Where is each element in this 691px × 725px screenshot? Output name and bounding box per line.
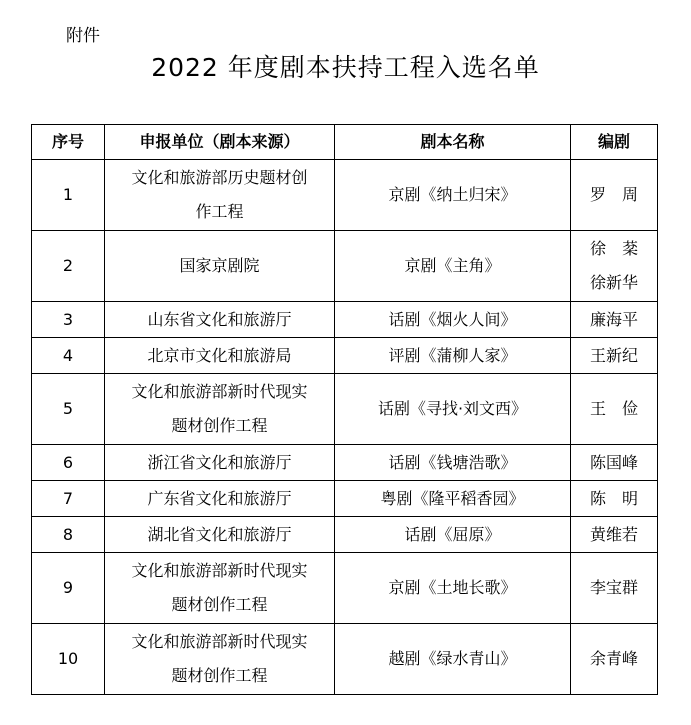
applicant-unit bbox=[105, 302, 335, 338]
table-row bbox=[32, 374, 658, 445]
table-row bbox=[32, 338, 658, 374]
applicant-unit-line: 作工程 bbox=[195, 202, 244, 221]
applicant-unit-line: 题材创作工程 bbox=[171, 595, 268, 614]
header-script: 剧本名称 bbox=[335, 125, 571, 160]
table-body bbox=[32, 160, 658, 695]
playwright-line: 徐新华 bbox=[589, 273, 638, 292]
playwright bbox=[571, 338, 658, 374]
applicant-unit-line: 文化和旅游部历史题材创 bbox=[131, 168, 308, 187]
row-number: 3 bbox=[32, 302, 105, 338]
table-header-row bbox=[32, 125, 658, 160]
selection-list-table bbox=[31, 124, 658, 695]
row-number: 4 bbox=[32, 338, 105, 374]
applicant-unit-line: 文化和旅游部新时代现实 bbox=[131, 561, 308, 580]
applicant-unit bbox=[105, 231, 335, 302]
applicant-unit bbox=[105, 374, 335, 445]
applicant-unit bbox=[105, 445, 335, 481]
row-number: 2 bbox=[32, 231, 105, 302]
playwright-line: 黄维若 bbox=[589, 524, 638, 544]
applicant-unit-line: 北京市文化和旅游局 bbox=[147, 345, 292, 365]
table-row bbox=[32, 160, 658, 231]
header-no: 序号 bbox=[32, 125, 105, 160]
applicant-unit-line: 浙江省文化和旅游厅 bbox=[147, 452, 292, 472]
table-row bbox=[32, 445, 658, 481]
playwright bbox=[571, 374, 658, 445]
playwright bbox=[571, 160, 658, 231]
playwright bbox=[571, 553, 658, 624]
playwright-line: 罗 周 bbox=[589, 185, 638, 204]
playwright bbox=[571, 445, 658, 481]
applicant-unit-line: 山东省文化和旅游厅 bbox=[147, 309, 292, 329]
playwright-line: 王新纪 bbox=[589, 345, 638, 365]
applicant-unit-line: 题材创作工程 bbox=[171, 416, 268, 435]
playwright bbox=[571, 624, 658, 695]
script-name: 评剧《蒲柳人家》 bbox=[335, 338, 571, 374]
script-name: 话剧《屈原》 bbox=[335, 517, 571, 553]
table-row bbox=[32, 302, 658, 338]
table-row bbox=[32, 553, 658, 624]
applicant-unit-line: 国家京剧院 bbox=[179, 256, 260, 275]
playwright-line: 王 俭 bbox=[589, 399, 638, 418]
playwright-line: 陈国峰 bbox=[589, 452, 638, 472]
playwright bbox=[571, 302, 658, 338]
script-name: 话剧《烟火人间》 bbox=[335, 302, 571, 338]
script-name: 话剧《寻找·刘文西》 bbox=[335, 374, 571, 445]
table-row bbox=[32, 231, 658, 302]
table-row bbox=[32, 624, 658, 695]
annex-label: 附件 bbox=[66, 26, 100, 46]
applicant-unit bbox=[105, 481, 335, 517]
script-name: 越剧《绿水青山》 bbox=[335, 624, 571, 695]
script-name: 京剧《主角》 bbox=[335, 231, 571, 302]
row-number: 8 bbox=[32, 517, 105, 553]
table-row bbox=[32, 517, 658, 553]
applicant-unit-line: 文化和旅游部新时代现实 bbox=[131, 382, 308, 401]
applicant-unit bbox=[105, 160, 335, 231]
script-name: 京剧《纳土归宋》 bbox=[335, 160, 571, 231]
playwright bbox=[571, 481, 658, 517]
applicant-unit bbox=[105, 517, 335, 553]
applicant-unit-line: 文化和旅游部新时代现实 bbox=[131, 632, 308, 651]
applicant-unit bbox=[105, 553, 335, 624]
header-writer: 编剧 bbox=[571, 125, 658, 160]
playwright-line: 廉海平 bbox=[589, 309, 638, 329]
playwright-line: 李宝群 bbox=[589, 578, 638, 597]
playwright bbox=[571, 517, 658, 553]
applicant-unit bbox=[105, 624, 335, 695]
row-number: 7 bbox=[32, 481, 105, 517]
applicant-unit-line: 湖北省文化和旅游厅 bbox=[147, 524, 292, 544]
script-name: 京剧《土地长歌》 bbox=[335, 553, 571, 624]
playwright-line: 余青峰 bbox=[589, 649, 638, 668]
applicant-unit bbox=[105, 338, 335, 374]
playwright bbox=[571, 231, 658, 302]
row-number: 1 bbox=[32, 160, 105, 231]
script-name: 话剧《钱塘浩歌》 bbox=[335, 445, 571, 481]
applicant-unit-line: 广东省文化和旅游厅 bbox=[147, 488, 292, 508]
document-title: 2022 年度剧本扶持工程入选名单 bbox=[151, 53, 540, 82]
applicant-unit-line: 题材创作工程 bbox=[171, 666, 268, 685]
row-number: 6 bbox=[32, 445, 105, 481]
script-name: 粤剧《隆平稻香园》 bbox=[335, 481, 571, 517]
row-number: 9 bbox=[32, 553, 105, 624]
table-row bbox=[32, 481, 658, 517]
row-number: 5 bbox=[32, 374, 105, 445]
row-number: 10 bbox=[32, 624, 105, 695]
header-unit: 申报单位（剧本来源） bbox=[105, 125, 335, 160]
playwright-line: 陈 明 bbox=[589, 488, 638, 508]
playwright-line: 徐 棻 bbox=[589, 239, 638, 258]
